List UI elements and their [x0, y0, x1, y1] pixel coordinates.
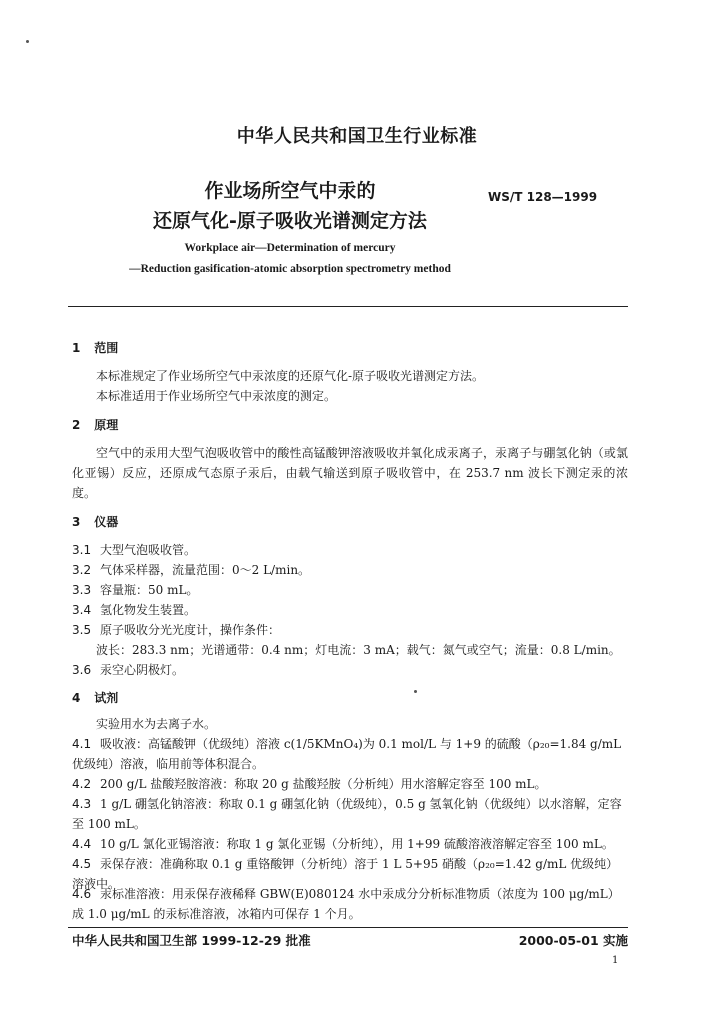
section-number: 2: [72, 418, 81, 432]
scan-speck: [26, 40, 29, 43]
title-line-1: 作业场所空气中汞的: [204, 180, 376, 202]
scope-paragraph-1: 本标准规定了作业场所空气中汞浓度的还原气化-原子吸收光谱测定方法。: [96, 369, 485, 383]
apparatus-item: [72, 540, 628, 560]
document-title: [110, 176, 470, 236]
section-number: 3: [72, 515, 81, 529]
section-heading-scope: [72, 339, 118, 356]
item-number: 4.5: [72, 857, 92, 871]
standard-number: WS/T 128—1999: [488, 190, 598, 204]
english-title-line-1: Workplace air—Determination of mercury: [184, 242, 396, 254]
item-text: 气体采样器，流量范围：0～2 L/min。: [100, 563, 311, 577]
operating-conditions: 波长：283.3 nm；光谱通带：0.4 nm；灯电流：3 mA；载气：氮气或空气；流量：0.8 L/min。: [96, 643, 621, 657]
item-number: 4.1: [72, 737, 92, 751]
section-title: 试剂: [94, 691, 119, 705]
page-number: 1: [612, 955, 619, 966]
item-text: 大型气泡吸收管。: [100, 543, 197, 557]
item-text: 10 g/L 氯化亚锡溶液：称取 1 g 氯化亚锡（分析纯），用 1+99 硫酸溶液溶解定容至 100 mL。: [100, 837, 614, 851]
item-number: 3.1: [72, 543, 92, 557]
item-number: 3.5: [72, 623, 92, 637]
item-text: 汞空心阴极灯。: [100, 663, 185, 677]
reagent-item: [72, 774, 628, 794]
item-number: 3.4: [72, 603, 92, 617]
reagent-item: [72, 794, 628, 834]
section-title: 原理: [94, 418, 119, 432]
section-heading-reagents: [72, 689, 118, 706]
apparatus-item: [72, 600, 628, 620]
scope-paragraph-2: 本标准适用于作业场所空气中汞浓度的测定。: [96, 389, 337, 403]
item-text: 200 g/L 盐酸羟胺溶液：称取 20 g 盐酸羟胺（分析纯）用水溶解定容至 100 mL。: [100, 777, 547, 791]
item-number: 3.2: [72, 563, 92, 577]
approval-line: 中华人民共和国卫生部 1999-12-29 批准: [72, 933, 311, 948]
organization-standard-header: 中华人民共和国卫生行业标准: [236, 126, 478, 147]
reagent-item: [72, 734, 628, 774]
section-number: 1: [72, 341, 81, 355]
section-title: 仪器: [94, 515, 119, 529]
item-text: 汞标准溶液：用汞保存液稀释 GBW(E)080124 水中汞成分分析标准物质（浓度为 100 μg/mL）成 1.0 μg/mL 的汞标准溶液，冰箱内可保存 1 个月。: [72, 887, 620, 921]
header-divider: [68, 306, 628, 307]
section-number: 4: [72, 691, 81, 705]
reagent-item: [72, 884, 628, 924]
item-number: 3.6: [72, 663, 92, 677]
footer-divider: [68, 927, 628, 928]
apparatus-item: [72, 560, 628, 580]
section-heading-principle: [72, 416, 118, 433]
item-number: 4.4: [72, 837, 92, 851]
item-number: 4.2: [72, 777, 92, 791]
apparatus-item: [72, 580, 628, 600]
item-text: 汞保存液：准确称取 0.1 g 重铬酸钾（分析纯）溶于 1 L 5+95 硝酸（ρ₂₀=1.42 g/mL 优级纯）溶液中。: [72, 857, 619, 891]
section-heading-apparatus: [72, 513, 118, 530]
section-title: 范围: [94, 341, 119, 355]
reagents-intro: 实验用水为去离子水。: [96, 717, 217, 731]
item-text: 原子吸收分光光度计，操作条件：: [100, 623, 281, 637]
english-title: [40, 238, 540, 280]
item-number: 4.3: [72, 797, 92, 811]
reagent-item: [72, 834, 628, 854]
implementation-date: 2000-05-01 实施: [518, 933, 628, 948]
scan-speck: [414, 690, 417, 693]
item-text: 容量瓶：50 mL。: [100, 583, 199, 597]
item-number: 4.6: [72, 887, 92, 901]
principle-paragraph: 空气中的汞用大型气泡吸收管中的酸性高锰酸钾溶液吸收并氧化成汞离子，汞离子与硼氢化钠（或氯化亚锡）反应，还原成气态原子汞后，由载气输送到原子吸收管中，在 253.7 nm 波长下测定汞的浓度。: [72, 446, 628, 500]
item-text: 吸收液：高锰酸钾（优级纯）溶液 c(1/5KMnO₄)为 0.1 mol/L 与 1+9 的硫酸（ρ₂₀=1.84 g/mL 优级纯）溶液，临用前等体积混合。: [72, 737, 622, 771]
item-text: 1 g/L 硼氢化钠溶液：称取 0.1 g 硼氢化钠（优级纯），0.5 g 氢氧化钠（优级纯）以水溶解，定容至 100 mL。: [72, 797, 622, 831]
apparatus-item: [72, 620, 628, 640]
english-title-line-2: —Reduction gasification-atomic absorption spectrometry method: [129, 263, 451, 275]
apparatus-item: [72, 660, 628, 680]
item-number: 3.3: [72, 583, 92, 597]
item-text: 氢化物发生装置。: [100, 603, 197, 617]
title-line-2: 还原气化-原子吸收光谱测定方法: [153, 210, 427, 232]
